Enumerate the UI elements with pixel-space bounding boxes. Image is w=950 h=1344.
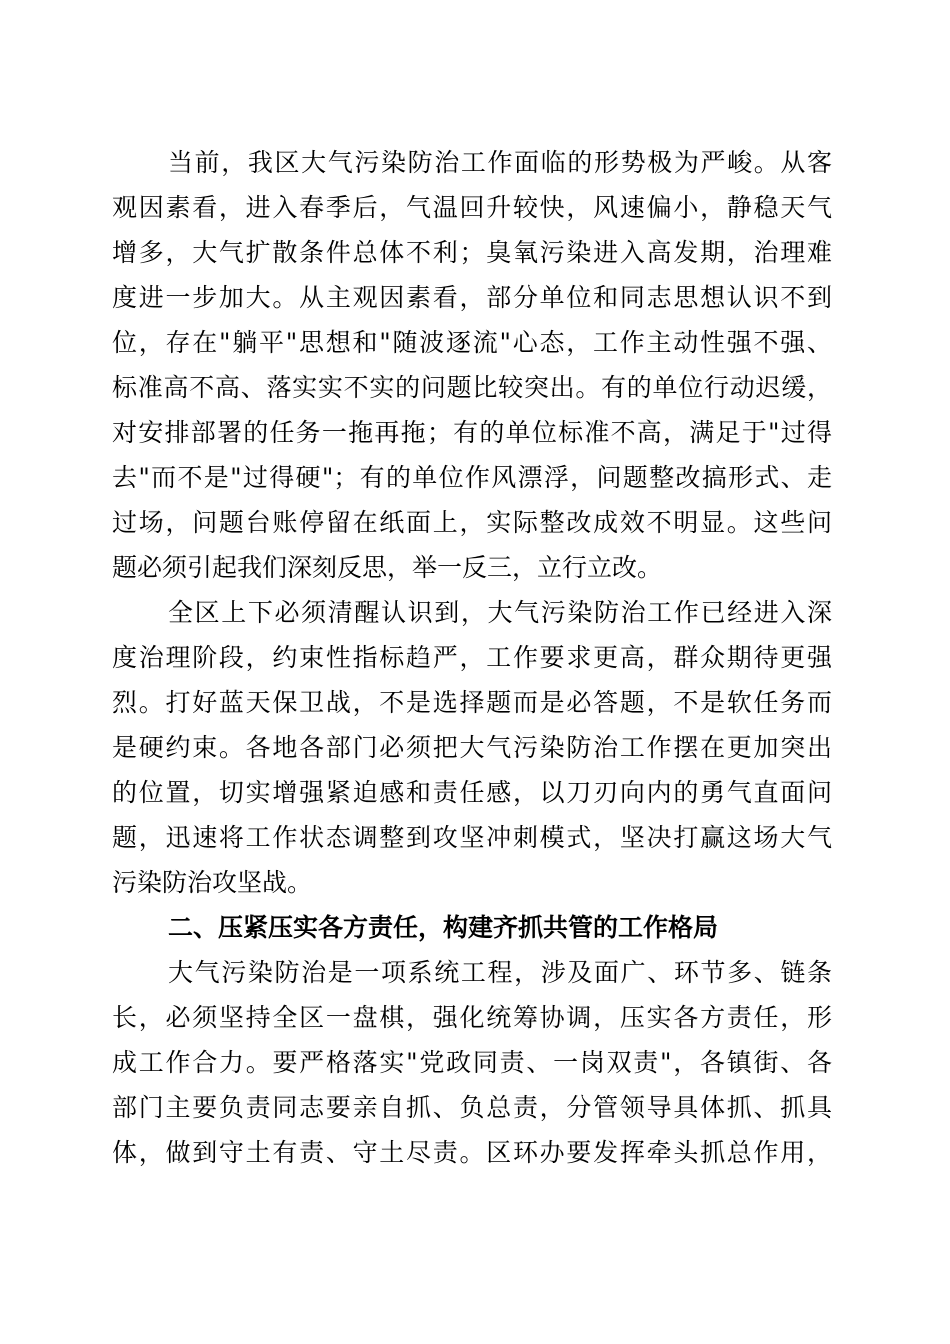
paragraph-line: 度进一步加大。从主观因素看，部分单位和同志思想认识不到	[112, 283, 832, 312]
paragraph-line: 是硬约束。各地各部门必须把大气污染防治工作摆在更加突出	[112, 733, 832, 762]
paragraph-line: 过场，问题台账停留在纸面上，实际整改成效不明显。这些问	[112, 508, 832, 537]
paragraph-line: 的位置，切实增强紧迫感和责任感，以刀刃向内的勇气直面问	[112, 778, 832, 807]
paragraph-line: 增多，大气扩散条件总体不利；臭氧污染进入高发期，治理难	[112, 238, 832, 267]
section-heading: 二、压紧压实各方责任，构建齐抓共管的工作格局	[168, 913, 719, 942]
paragraph-line: 长，必须坚持全区一盘棋，强化统筹协调，压实各方责任，形	[112, 1003, 832, 1032]
paragraph-line: 题必须引起我们深刻反思，举一反三，立行立改。	[112, 553, 663, 582]
paragraph-line: 全区上下必须清醒认识到，大气污染防治工作已经进入深	[168, 598, 832, 627]
paragraph-1	[112, 142, 832, 589]
paragraph-line: 烈。打好蓝天保卫战，不是选择题而是必答题，不是软任务而	[112, 688, 832, 717]
paragraph-line: 成工作合力。要严格落实"党政同责、一岗双责"，各镇街、各	[112, 1048, 832, 1077]
paragraph-line: 当前，我区大气污染防治工作面临的形势极为严峻。从客	[168, 148, 832, 177]
paragraph-line: 题，迅速将工作状态调整到攻坚冲刺模式，坚决打赢这场大气	[112, 823, 832, 852]
paragraph-line: 体，做到守土有责、守土尽责。区环办要发挥牵头抓总作用，	[112, 1138, 832, 1167]
paragraph-line: 部门主要负责同志要亲自抓、负总责，分管领导具体抓、抓具	[112, 1093, 832, 1122]
paragraph-2	[112, 592, 832, 904]
paragraph-line: 度治理阶段，约束性指标趋严，工作要求更高，群众期待更强	[112, 643, 832, 672]
paragraph-3	[112, 952, 832, 1174]
document-body	[112, 142, 832, 1177]
paragraph-line: 去"而不是"过得硬"；有的单位作风漂浮，问题整改搞形式、走	[112, 463, 832, 492]
paragraph-line: 位，存在"躺平"思想和"随波逐流"心态，工作主动性强不强、	[112, 328, 832, 357]
paragraph-line: 标准高不高、落实实不实的问题比较突出。有的单位行动迟缓，	[112, 373, 832, 402]
paragraph-line: 对安排部署的任务一拖再拖；有的单位标准不高，满足于"过得	[112, 418, 832, 447]
paragraph-line: 观因素看，进入春季后，气温回升较快，风速偏小，静稳天气	[112, 193, 832, 222]
paragraph-line: 污染防治攻坚战。	[112, 868, 313, 897]
paragraph-line: 大气污染防治是一项系统工程，涉及面广、环节多、链条	[168, 958, 832, 987]
